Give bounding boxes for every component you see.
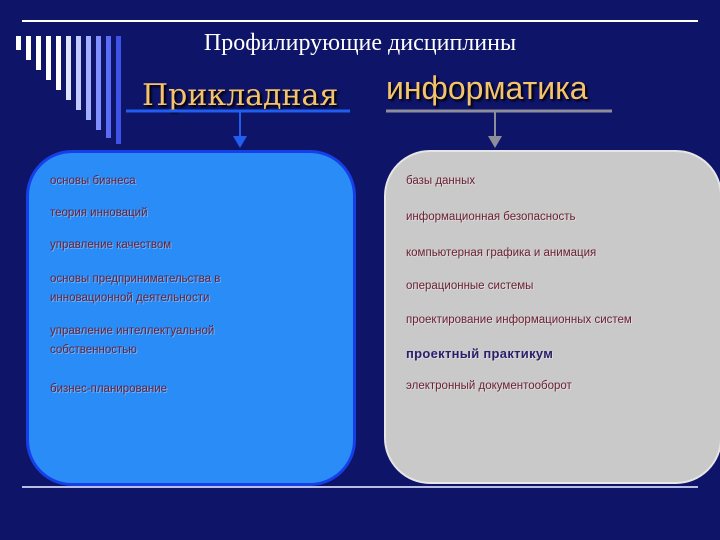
right-item: электронный документооборот: [406, 380, 572, 392]
connector-lines: [0, 0, 720, 160]
right-item: проектирование информационных систем: [406, 314, 632, 326]
left-item: теория инноваций: [50, 207, 148, 219]
applied-disciplines-panel: [26, 150, 356, 486]
right-item: компьютерная графика и анимация: [406, 247, 597, 259]
slide-title: Профилирующие дисциплины: [203, 30, 517, 56]
left-item: бизнес-планирование: [50, 383, 168, 395]
right-item: операционные системы: [406, 280, 534, 292]
left-item: управление качеством: [50, 239, 172, 251]
left-item: основы предпринимательства в инновационной деятельности: [50, 273, 221, 304]
left-item: основы бизнеса: [50, 175, 136, 187]
bottom-divider: [22, 486, 698, 488]
right-item-highlight: проектный практикум: [406, 346, 554, 361]
left-arrow-head: [233, 136, 247, 148]
right-item: базы данных: [406, 175, 476, 187]
right-arrow-head: [488, 136, 502, 148]
subtitle-informatics: информатика: [386, 70, 588, 106]
left-item: управление интеллектуальной собственностью: [50, 325, 215, 356]
subtitle-applied: Прикладная: [142, 78, 339, 113]
right-item: информационная безопасность: [406, 211, 576, 223]
